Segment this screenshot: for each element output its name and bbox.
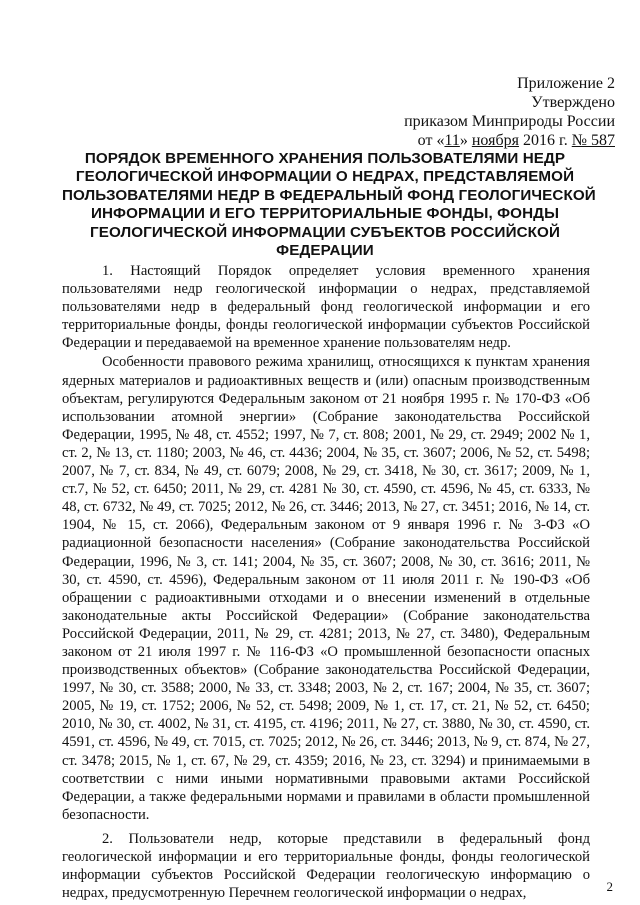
paragraph-1: 1. Настоящий Порядок определяет условия временного хранения пользователями недр геологической информации о недрах, представляемой пользователями недр в федеральный фонд геологической информации и его территориальные фонды, фонды геологической информации субъектов Российской Федерации и передаваемой на временное хранение пользователям недр. (62, 263, 590, 352)
paragraph-3: 2. Пользователи недр, которые представили в федеральный фонд геологической информации и его территориальные фонды, фонды геологической информации субъектов Российской Федерации геологическую информацию о недрах, предусмотренную Перечнем геологической информации о недрах, (62, 830, 590, 902)
document-title (62, 150, 596, 260)
order-number: № 587 (571, 132, 615, 149)
title-line: ГЕОЛОГИЧЕСКОЙ ИНФОРМАЦИИ О НЕДРАХ, ПРЕДСТАВЛЯЕМОЙ (75, 168, 575, 186)
date-mid: » (459, 132, 472, 149)
date-month: ноября (471, 132, 519, 149)
order-issuer: приказом Минприроды России (404, 113, 615, 130)
date-year: 2016 г. (518, 132, 572, 149)
page-number: 2 (606, 879, 613, 894)
approved-label: Утверждено (531, 94, 615, 111)
title-line: ПОРЯДОК ВРЕМЕННОГО ХРАНЕНИЯ ПОЛЬЗОВАТЕЛЯМИ НЕДР (84, 150, 566, 167)
order-date-line (255, 131, 615, 150)
document-body (62, 262, 590, 903)
paragraph-2: Особенности правового режима хранилищ, относящихся к пунктам хранения ядерных материалов и радиоактивных веществ и (или) опасным производственным объектам, регулируются Федеральным законом от 21 ноября 1995 г. № 170-ФЗ «Об использовании атомной энергии» (Собрание законодательства Российской Федерации, 1995, № 48, ст. 4552; 1997, № 7, ст. 808; 2001, № 29, ст. 2949; 2002 № 1, ст. 2, № 13, ст. 1180; 2003, № 46, ст. 4436; 2004, № 35, ст. 3607; 2006, № 52, ст. 5498; 2007, № 7, ст. 834, № 49, ст. 6079; 2008, № 29, ст. 3418, № 30, ст. 3617; 2009, № 1, ст.7, № 52, ст. 6450; 2011, № 29, ст. 4281 № 30, ст. 4590, ст. 4596, № 45, ст. 6333, № 48, ст. 6732, № 49, ст. 7025; 2012, № 26, ст. 3446; 2013, № 27, ст. 3451; 2016, № 14, ст. 1904, № 15, ст. 2066), Федеральным законом от 9 января 1996 г. № 3-ФЗ «О радиационной безопасности населения» (Собрание законодательства Российской Федерации, 1996, № 3, ст. 141; 2004, № 35, ст. 3607; 2008, № 30, ст. 3616; 2011, № 30, ст. 4590, ст. 4596), Федеральным законом от 11 июля 2011 г. № 190-ФЗ «Об обращении с радиоактивными отходами и о внесении изменений в отдельные законодательные акты Российской Федерации» (Собрание законодательства Российской Федерации, 2011, № 29, ст. 4281; 2013, № 27, ст. 3480), Федеральным законом от 21 июля 1997 г. № 116-ФЗ «О промышленной безопасности опасных производственных объектов» (Собрание законодательства Российской Федерации, 1997, № 30, ст. 3588; 2000, № 33, ст. 3348; 2003, № 2, ст. 167; 2004, № 35, ст. 3607; 2005, № 19, ст. 1752; 2006, № 52, ст. 5498; 2009, № 1, ст. 17, ст. 21, № 52, ст. 6450; 2010, № 30, ст. 4002, № 31, ст. 4195, ст. 4196; 2011, № 27, ст. 3880, № 30, ст. 4590, ст. 4591, ст. 4596, № 49, ст. 7015, ст. 7025; 2012, № 26, ст. 3446; 2013, № 9, ст. 874, № 27, ст. 3478; 2015, № 1, ст. 67, № 29, ст. 4359; 2016, № 23, ст. 3294) и принимаемыми в соответствии с ними иными нормативными правовыми актами Российской Федерации, а также федеральными нормами и правилами в области промышленной безопасности. (62, 354, 590, 823)
appendix-label: Приложение 2 (517, 75, 615, 92)
title-line: ФЕДЕРАЦИИ (276, 242, 374, 260)
date-day: 11 (444, 132, 460, 149)
date-prefix: от « (417, 132, 445, 149)
title-line: ИНФОРМАЦИИ И ЕГО ТЕРРИТОРИАЛЬНЫЕ ФОНДЫ, ФОНДЫ (90, 205, 560, 223)
approval-block (255, 74, 615, 150)
title-line: ГЕОЛОГИЧЕСКОЙ ИНФОРМАЦИИ СУБЪЕКТОВ РОССИЙСКОЙ (90, 223, 560, 241)
title-line: ПОЛЬЗОВАТЕЛЯМИ НЕДР В ФЕДЕРАЛЬНЫЙ ФОНД ГЕОЛОГИЧЕСКОЙ (62, 186, 596, 204)
